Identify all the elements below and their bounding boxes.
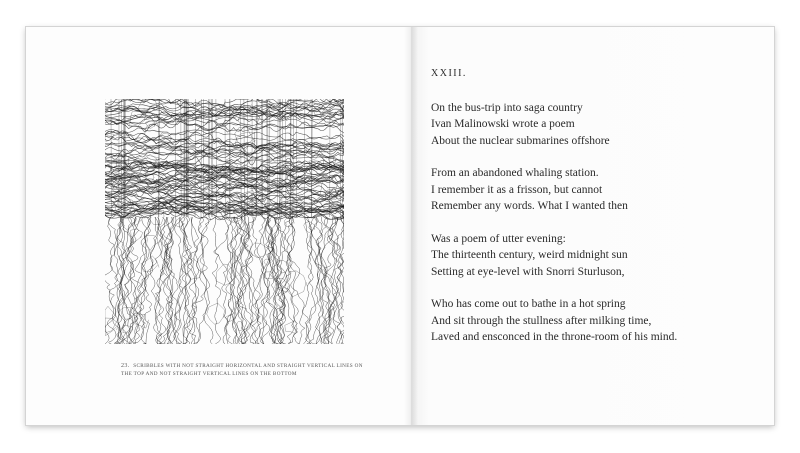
stanza — [431, 165, 751, 215]
poem-line: I remember it as a frisson, but cannot — [431, 183, 603, 196]
scribble-drawing — [105, 99, 344, 344]
scribble-stroke — [290, 99, 291, 217]
poem-line: Remember any words. What I wanted then — [431, 200, 628, 212]
poem-line: Who has come out to bathe in a hot spring — [431, 298, 626, 310]
scribble-stroke — [188, 99, 189, 217]
poem-line: From an abandoned whaling station. — [431, 167, 599, 179]
scribble-stroke — [285, 271, 308, 297]
scribble-stroke — [105, 114, 344, 132]
poem-line: Setting at eye-level with Snorri Sturluson, — [431, 265, 625, 278]
poem-line: The thirteenth century, weird midnight sun — [431, 249, 628, 261]
scribble-stroke — [252, 217, 273, 344]
scribble-stroke — [296, 99, 297, 217]
scribble-stroke — [105, 185, 344, 204]
scribble-stroke — [105, 132, 344, 142]
scribble-stroke — [285, 321, 298, 334]
caption-number: 23. — [121, 363, 130, 369]
poem-line: Laved and ensconced in the throne-room of his mind. — [431, 331, 678, 343]
poem-number: XXIII. — [431, 68, 467, 79]
book-gutter — [404, 27, 418, 425]
caption-text: SCRIBBLES WITH NOT STRAIGHT HORIZONTAL AND STRAIGHT VERTICAL LINES ON THE TOP AND NOT STRAIGHT VERTICAL LINES ON THE BOTTOM — [121, 363, 363, 377]
scribble-stroke — [105, 182, 344, 204]
left-page — [26, 27, 411, 425]
scribble-stroke — [237, 217, 246, 344]
scribble-stroke — [267, 217, 285, 344]
scribble-stroke — [241, 99, 242, 217]
poem-line: About the nuclear submarines offshore — [431, 134, 610, 147]
scribble-stroke — [105, 142, 344, 157]
scribble-stroke — [165, 217, 174, 344]
scribble-stroke — [323, 217, 338, 344]
scribble-stroke — [181, 217, 192, 344]
scribble-stroke — [244, 99, 245, 217]
scribble-stroke — [305, 217, 326, 344]
poem-line: Ivan Malinowski wrote a poem — [431, 118, 575, 130]
scribble-stroke — [185, 217, 206, 344]
stanza — [431, 231, 751, 281]
stanza — [431, 296, 751, 346]
scribble-stroke — [231, 217, 250, 344]
poem-line: On the bus-trip into saga country — [431, 101, 583, 114]
scribble-stroke — [252, 217, 270, 344]
scribble-stroke — [288, 217, 300, 344]
poem-line: And sit through the stullness after milking time, — [431, 314, 652, 327]
scribble-stroke — [139, 217, 150, 344]
scribble-stroke — [302, 217, 318, 344]
scribble-stroke — [212, 217, 221, 344]
scribble-artwork — [105, 99, 344, 344]
stanza — [431, 100, 751, 150]
scribble-stroke — [174, 217, 190, 344]
artwork-caption — [121, 362, 371, 378]
scribble-stroke — [174, 217, 183, 344]
poem — [431, 66, 751, 362]
scribble-stroke — [293, 99, 294, 217]
poem-line: Was a poem of utter evening: — [431, 232, 566, 245]
scribble-stroke — [271, 217, 286, 344]
